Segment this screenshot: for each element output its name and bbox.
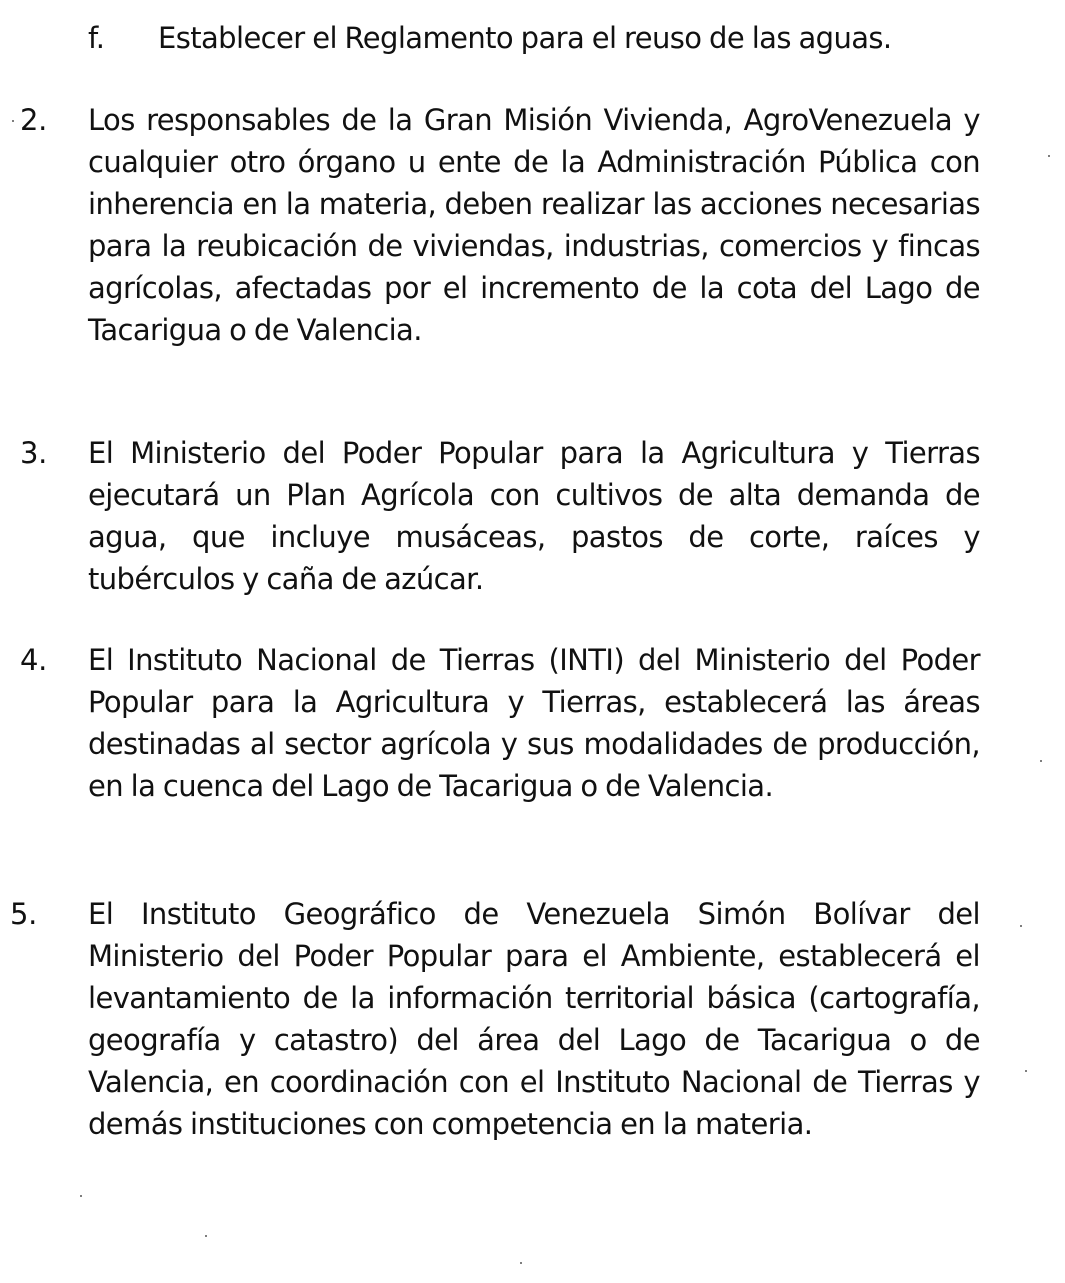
item-text: El Instituto Nacional de Tierras (INTI) del Ministerio del Poder Popular para la Agricultura y Tierras, establecerá las áreas destinadas al sector agrícola y sus modalidades de producción, en la cuenca del Lago de Tacarigua o de Valencia. xyxy=(88,643,980,803)
item-marker: 3. xyxy=(20,436,48,470)
scan-speck xyxy=(520,1262,522,1264)
item-text: Establecer el Reglamento para el reuso de las aguas. xyxy=(158,21,892,55)
item-marker: 2. xyxy=(20,103,48,137)
item-marker: 5. xyxy=(10,897,38,931)
item-text: El Instituto Geográfico de Venezuela Simón Bolívar del Ministerio del Poder Popular para el Ambiente, establecerá el levantamiento de la información territorial básica (cartografía, geografía y catastro) del área del Lago de Tacarigua o de Valencia, en coordinación con el Instituto Nacional de Tierras y demás instituciones con competencia en la materia. xyxy=(88,897,980,1141)
scan-speck xyxy=(12,120,14,122)
item-marker: 4. xyxy=(20,643,48,677)
scan-speck xyxy=(1020,925,1022,927)
scan-speck xyxy=(1040,760,1042,762)
scan-speck xyxy=(1048,155,1050,157)
scan-speck xyxy=(205,1235,207,1237)
item-text: El Ministerio del Poder Popular para la Agricultura y Tierras ejecutará un Plan Agrícola con cultivos de alta demanda de agua, que incluye musáceas, pastos de corte, raíces y tubérculos y caña de azúcar. xyxy=(88,436,980,596)
item-marker: f. xyxy=(88,21,105,55)
item-text: Los responsables de la Gran Misión Vivienda, AgroVenezuela y cualquier otro órgano u ente de la Administración Pública con inherencia en la materia, deben realizar las acciones necesarias para la reubicación de viviendas, industrias, comercios y fincas agrícolas, afectadas por el incremento de la cota del Lago de Tacarigua o de Valencia. xyxy=(88,103,980,347)
scan-speck xyxy=(1025,1070,1027,1072)
scan-speck xyxy=(80,1195,82,1197)
